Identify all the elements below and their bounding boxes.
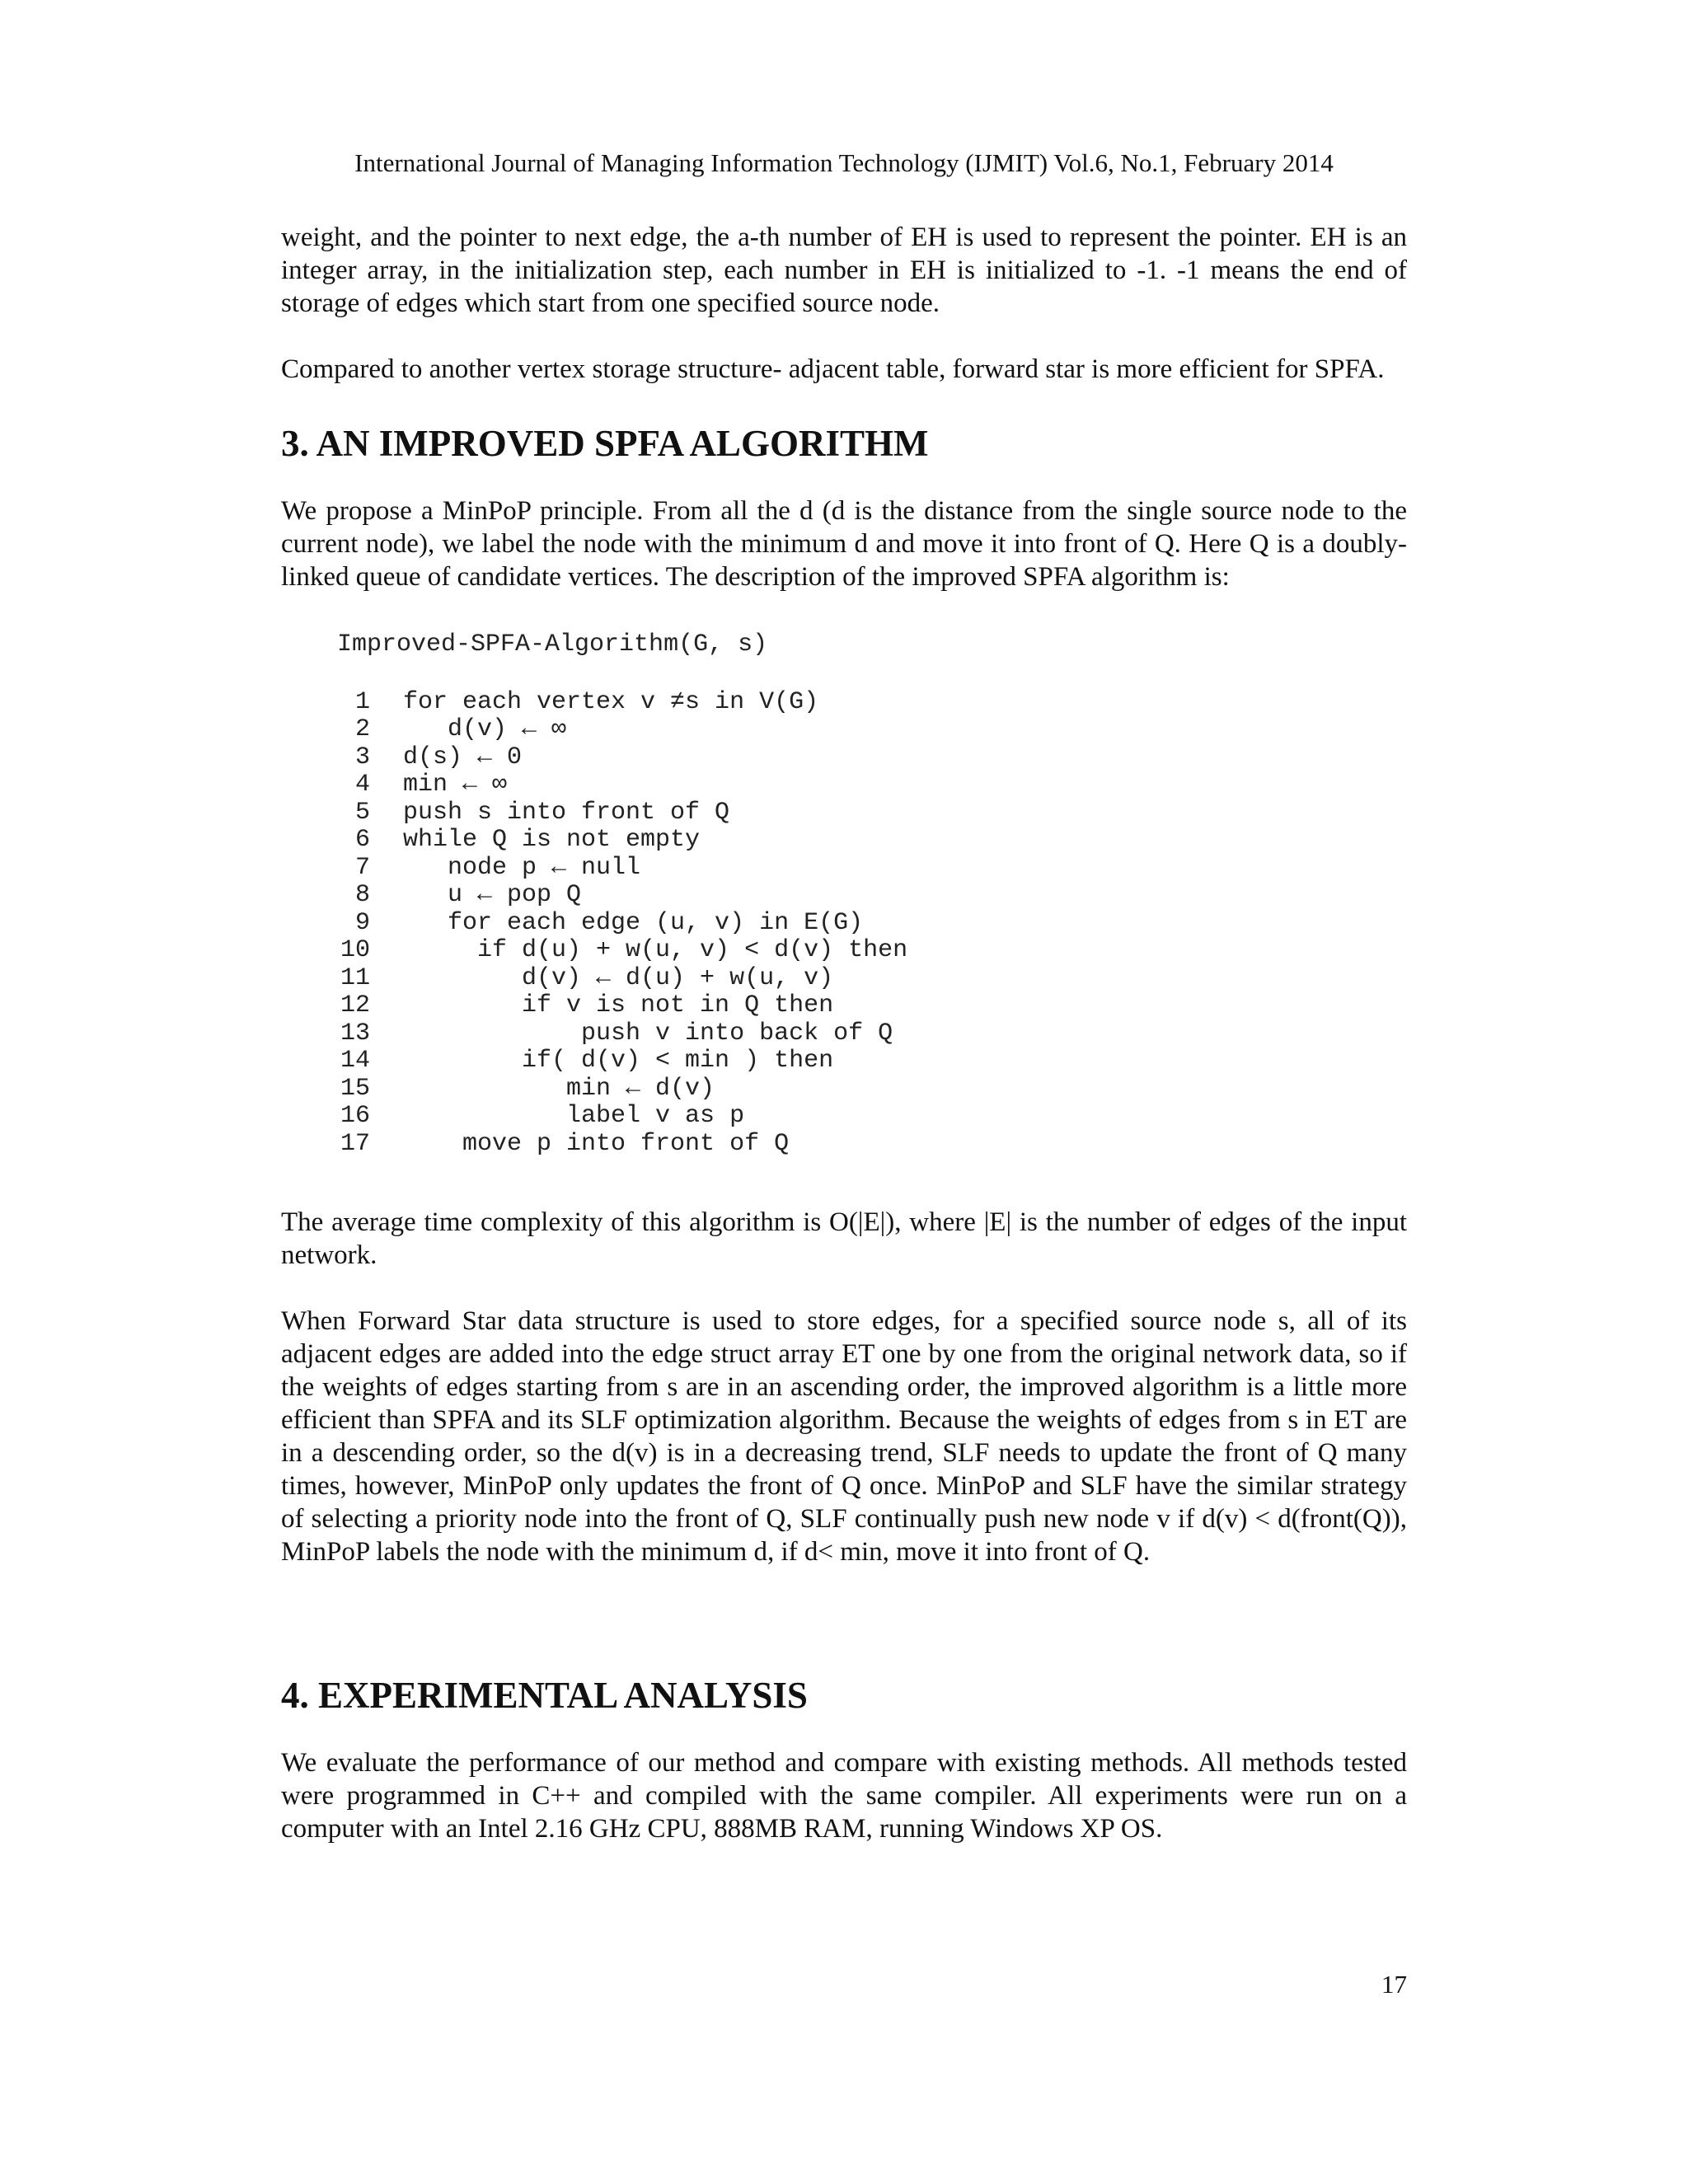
algorithm-line-code: move p into front of Q: [403, 1129, 790, 1158]
page-number: 17: [1381, 1970, 1407, 1999]
algorithm-line-code: if( d(v) < min ) then: [403, 1047, 834, 1075]
algorithm-line: [337, 827, 1407, 855]
algorithm-line-code: for each vertex v ≠s in V(G): [403, 687, 819, 716]
algorithm-line-number: 2: [354, 715, 370, 743]
running-header: International Journal of Managing Information Technology (IJMIT) Vol.6, No.1, February 2014: [354, 148, 1334, 177]
algorithm-line-number: 8: [354, 881, 370, 909]
algorithm-line-code: min ← d(v): [403, 1074, 715, 1103]
algorithm-line: [337, 937, 1407, 965]
algorithm-line: [337, 1103, 1407, 1131]
algorithm-line-code: for each edge (u, v) in E(G): [403, 908, 864, 937]
algorithm-line-number: 11: [340, 963, 370, 992]
section-4-paragraph-1: We evaluate the performance of our method and compare with existing methods. All methods tested were programmed in C++ and compiled with the same compiler. All experiments were run on a computer with an Intel 2.16 GHz CPU, 888MB RAM, running Windows XP OS.: [281, 1748, 1407, 1844]
algorithm-line-code: push s into front of Q: [403, 798, 730, 827]
algorithm-line: [337, 771, 1407, 799]
algorithm-line-number: 9: [354, 908, 370, 937]
algorithm-line-number: 1: [354, 687, 370, 716]
algorithm-line: [337, 855, 1407, 883]
algorithm-lines: [337, 689, 1407, 1159]
section-3-heading: 3. AN IMPROVED SPFA ALGORITHM: [281, 423, 929, 464]
section-4-heading: 4. EXPERIMENTAL ANALYSIS: [281, 1675, 808, 1716]
algorithm-line-code: push v into back of Q: [403, 1019, 893, 1047]
algorithm-listing: [337, 631, 1407, 1158]
algorithm-line: [337, 689, 1407, 717]
algorithm-line-number: 6: [354, 826, 370, 854]
algorithm-line: [337, 882, 1407, 910]
algorithm-line-number: 4: [354, 771, 370, 799]
algorithm-title: Improved-SPFA-Algorithm(G, s): [337, 630, 768, 658]
algorithm-line: [337, 965, 1407, 993]
algorithm-line-number: 16: [340, 1102, 370, 1130]
algorithm-line-number: 12: [340, 991, 370, 1019]
section-3-paragraph-1: We propose a MinPoP principle. From all the d (d is the distance from the single source node to the current node), we label the node with the minimum d and move it into front of Q. Here Q is a doubly-linked queue of candidate vertices. The description of the improved SPFA algorithm is:: [281, 496, 1407, 592]
intro-paragraph-1: weight, and the pointer to next edge, the a-th number of EH is used to represent the pointer. EH is an integer array, in the initialization step, each number in EH is initialized to -1. -1 means the end of storage of edges which start from one specified source node.: [281, 223, 1407, 318]
algorithm-line-code: if d(u) + w(u, v) < d(v) then: [403, 936, 908, 964]
algorithm-line-number: 5: [354, 798, 370, 827]
algorithm-line-code: d(s) ← 0: [403, 743, 523, 771]
algorithm-line: [337, 716, 1407, 744]
algorithm-line-code: if v is not in Q then: [403, 991, 834, 1019]
algorithm-line-code: min ← ∞: [403, 771, 508, 799]
algorithm-line-number: 17: [340, 1129, 370, 1158]
algorithm-line-number: 14: [340, 1047, 370, 1075]
section-3-paragraph-2: The average time complexity of this algorithm is O(|E|), where |E| is the number of edges of the input network.: [281, 1207, 1407, 1270]
intro-paragraph-2: Compared to another vertex storage structure- adjacent table, forward star is more efficient for SPFA.: [281, 354, 1385, 384]
algorithm-line-number: 15: [340, 1074, 370, 1103]
algorithm-line-code: label v as p: [403, 1102, 745, 1130]
algorithm-line: [337, 799, 1407, 827]
algorithm-line-code: u ← pop Q: [403, 881, 582, 909]
algorithm-line: [337, 744, 1407, 772]
algorithm-line: [337, 1076, 1407, 1104]
algorithm-line: [337, 992, 1407, 1020]
algorithm-line: [337, 1020, 1407, 1048]
algorithm-line-number: 13: [340, 1019, 370, 1047]
algorithm-line-number: 3: [354, 743, 370, 771]
section-3-paragraph-3: When Forward Star data structure is used to store edges, for a specified source node s, all of its adjacent edges are added into the edge struct array ET one by one from the original network data, so if the weights of edges starting from s are in an ascending order, the improved algorithm is a little more efficient than SPFA and its SLF optimization algorithm. Because the weights of edges from s in ET are in a descending order, so the d(v) is in a decreasing trend, SLF needs to update the front of Q many times, however, MinPoP only updates the front of Q once. MinPoP and SLF have the similar strategy of selecting a priority node into the front of Q, SLF continually push new node v if d(v) < d(front(Q)), MinPoP labels the node with the minimum d, if d< min, move it into front of Q.: [281, 1306, 1407, 1567]
algorithm-line-code: while Q is not empty: [403, 826, 701, 854]
algorithm-line: [337, 910, 1407, 938]
algorithm-line-code: d(v) ← d(u) + w(u, v): [403, 963, 834, 992]
page-content: [281, 221, 1407, 1845]
algorithm-line-number: 7: [354, 853, 370, 882]
algorithm-line-code: d(v) ← ∞: [403, 715, 567, 743]
algorithm-line-code: node p ← null: [403, 853, 641, 882]
algorithm-line: [337, 1047, 1407, 1076]
algorithm-line-number: 10: [340, 936, 370, 964]
algorithm-line: [337, 1131, 1407, 1159]
